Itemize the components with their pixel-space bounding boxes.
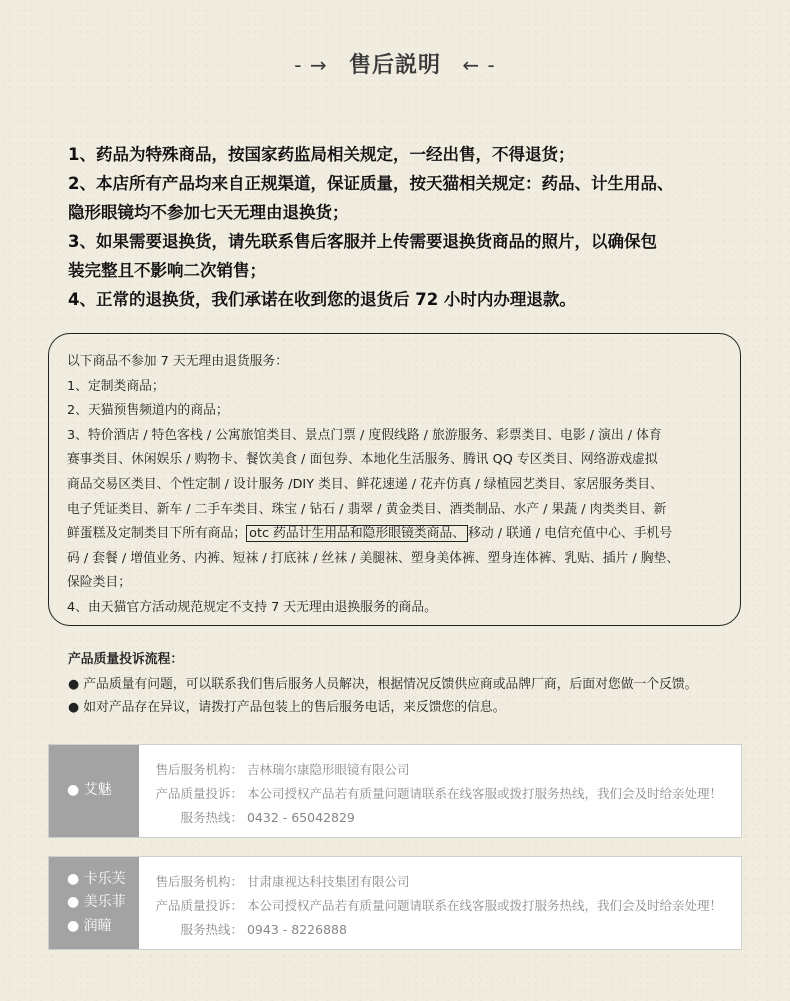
complaint-value: 本公司授权产品若有质量问题请联系在线客服或拨打服务热线，我们会及时给亲处理！ — [246, 786, 722, 801]
page-title: 售后説明 — [348, 53, 441, 78]
rule-line: 隐形眼镜均不参加七天无理由退换货； — [68, 203, 349, 222]
complaint-label: 产品质量投诉： — [155, 786, 243, 801]
rule-line: 2、本店所有产品均来自正规渠道，保证质量，按天猫相关规定：药品、计生用品、 — [68, 174, 674, 193]
exclusion-item: 1、定制类商品； — [67, 378, 165, 394]
hotline-label: 服务热线： — [180, 810, 243, 825]
left-arrow-icon: - → — [294, 53, 335, 77]
rule-line: 4、正常的退换货，我们承诺在收到您的退货后 72 小时内办理退款。 — [68, 290, 576, 309]
exclusion-line: 商品交易区类目、个性定制 / 设计服务 /DIY 类目、鲜花速递 / 花卉仿真 / 绿植园艺类目、家居服务类目、 — [67, 476, 663, 492]
brand-name: ● 艾魅 — [67, 782, 112, 799]
rule-line: 1、药品为特殊商品，按国家药监局相关规定，一经出售，不得退货； — [68, 145, 575, 164]
complaint-value: 本公司授权产品若有质量问题请联系在线客服或拨打服务热线，我们会及时给亲处理！ — [246, 898, 722, 913]
brand-names — [49, 857, 139, 949]
right-arrow-icon: ← - — [455, 53, 496, 77]
brand-names — [49, 745, 139, 837]
otc-highlight: otc 药品计生用品和隐形眼镜类商品、 — [246, 525, 468, 542]
hotline-label: 服务热线： — [180, 922, 243, 937]
exclusion-line: 3、特价酒店 / 特色客栈 / 公寓旅馆类目、景点门票 / 度假线路 / 旅游服务、彩票类目、电影 / 演出 / 体育 — [67, 427, 662, 443]
exclusion-text: 鲜蛋糕及定制类目下所有商品； — [67, 526, 247, 542]
brand-name: ● 美乐菲 — [67, 894, 126, 911]
org-label: 售后服务机构： — [155, 762, 243, 777]
exclusion-box — [48, 333, 741, 626]
exclusion-line — [67, 522, 722, 547]
brand-name: ● 卡乐芙 — [67, 870, 126, 887]
exclusion-item: 2、天猫预售频道内的商品； — [67, 403, 229, 419]
complaint-item: ● 如对产品存在异议，请拨打产品包装上的售后服务电话，来反馈您的信息。 — [68, 700, 506, 715]
brand-info — [155, 870, 735, 942]
rule-line: 3、如果需要退换货，请先联系售后客服并上传需要退换货商品的照片，以确保包 — [68, 232, 657, 251]
exclusion-line: 电子凭证类目、新车 / 二手车类目、珠宝 / 钻石 / 翡翠 / 黄金类目、酒类制品、水产 / 果蔬 / 肉类类目、新 — [67, 501, 667, 517]
brand-name: ● 润瞳 — [67, 917, 112, 934]
exclusion-item: 4、由天猫官方活动规范规定不支持 7 天无理由退换服务的商品。 — [67, 599, 437, 615]
brand-info — [155, 758, 735, 830]
exclusion-line: 码 / 套餐 / 增值业务、内裤、短袜 / 打底袜 / 丝袜 / 美腿袜、塑身美体裤、塑身连体裤、乳贴、插片 / 胸垫、 — [67, 550, 680, 566]
brand-card-aimei — [48, 744, 742, 838]
complaint-item: ● 产品质量有问题，可以联系我们售后服务人员解决，根据情况反馈供应商或品牌厂商，后面对您做一个反馈。 — [68, 677, 698, 692]
exclusion-text: 移动 / 联通 / 电信充值中心、手机号 — [468, 526, 673, 542]
org-value: 吉林瑞尔康隐形眼镜有限公司 — [246, 762, 410, 777]
org-label: 售后服务机构： — [155, 874, 243, 889]
complaint-title: 产品质量投诉流程： — [68, 652, 184, 667]
brand-card-group — [48, 856, 742, 950]
complaint-label: 产品质量投诉： — [155, 898, 243, 913]
exclusion-line: 保险类目； — [67, 575, 131, 591]
rule-line: 装完整且不影响二次销售； — [68, 261, 266, 280]
complaint-process — [68, 648, 768, 719]
section-header — [0, 48, 790, 79]
org-value: 甘肃康视达科技集团有限公司 — [246, 874, 410, 889]
exclusion-line: 赛事类目、休闲娱乐 / 购物卡、餐饮美食 / 面包券、本地化生活服务、腾讯 QQ 专区类目、网络游戏虚拟 — [67, 452, 658, 468]
after-sales-rules — [68, 140, 748, 314]
hotline-value: 0432 - 65042829 — [246, 810, 355, 825]
hotline-value: 0943 - 8226888 — [246, 922, 347, 937]
exclusion-intro: 以下商品不参加 7 天无理由退货服务： — [67, 354, 289, 369]
